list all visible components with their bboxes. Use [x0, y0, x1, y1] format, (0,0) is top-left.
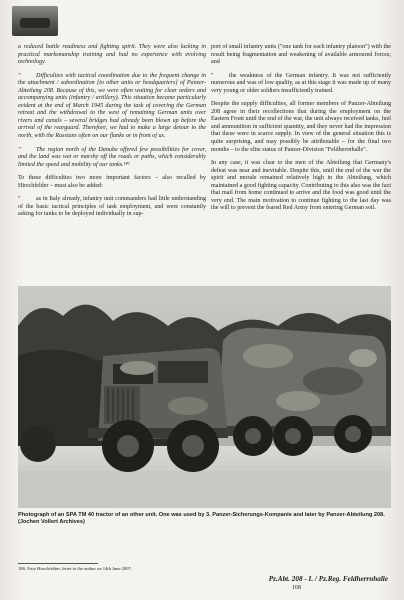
photo-caption: Photograph of an SPA TM 40 tractor of an other unit. One was used by 3. Panzer-Sicherungs-Kompanie and later by Panzer-Abteilung 208. (Jochen Vollert Archives)	[18, 512, 385, 525]
paragraph: Despite the supply difficulties, all former members of Panzer-Abteilung 208 agree in their recollections that during the employment on the Eastern Front until the end of the war, the unit always received tanks, fuel and ammunition in sufficient quantity, and they never had the impression that these were in scarce supply. In view of the general situation this is quite surprising, and may possibly be attributable – for the final two months – to the elite status of Panzer-Division "Feldherrnhalle".	[211, 101, 391, 153]
quote-mark: "	[211, 72, 214, 79]
paragraph-text: the weakness of the German infantry. It was not sufficiently numerous and was of low quality, as at this stage it was made up of many very young or older soldiers insufficiently trained.	[211, 72, 391, 94]
tractor-photograph	[18, 286, 391, 508]
running-title: Pz.Abt. 208 - I. / Pz.Reg. Feldherrnhalle	[268, 575, 388, 583]
quoted-paragraph	[211, 73, 391, 96]
quote-mark: "	[18, 196, 21, 203]
tank-thumbnail-image	[12, 6, 58, 36]
left-text-column	[18, 44, 206, 225]
quote-mark: "	[18, 72, 21, 79]
paragraph: port of small infantry units ("one tank for each infantry platoon") with the result being fragmentation and weakening of available armoured forces; and	[211, 44, 391, 66]
quoted-paragraph	[18, 196, 206, 219]
footnote-divider	[18, 563, 98, 564]
paragraph: a reduced battle readiness and fighting spirit. They were also lacking in practical marksmanship training and had no experience with evolving technology.	[18, 44, 206, 66]
paragraph: To these difficulties two more important factors – also recalled by Hirschfelder – must also be added:	[18, 175, 206, 189]
paragraph: In any case, it was clear to the men of the Abteilung that Germany's defeat was near and inevitable. Despite this, until the end of the war the spirit and morale remained relatively high in the Abteilung, which maintained a good fighting capacity. Contributing to this also was the fact that mail from home continued to arrive and the food was good until the very end. The main motivation to continue fighting to the last day was the will to prevent the feared Red Army from entering German soil.	[211, 160, 392, 212]
right-text-column	[211, 44, 391, 219]
quoted-paragraph	[18, 147, 206, 170]
paragraph-text: The region north of the Danube offered few possibilities for cover, and the land was wet or marshy off the roads or paths, which considerably limited the speed and mobility of our tanks.¹⁸⁶	[18, 146, 206, 168]
paragraph-text: Difficulties with tactical coordination due to the frequent change in the attachment / subordination [to other units or headquarters] of Panzer-Abteilung 208. Because of this, we were often waiting for clear orders and accompanying units (infantry / artillery). This situation became particularly evident at the end of March 1945 during the task of covering the German retreat and the withdrawal to the west of remaining German units over rivers and canals – several bridges had already been blown up before the arrival of the rearguard. Therefore, we had to make a large detour to the north, with the Russians often on our flanks or in front of us.	[18, 72, 206, 140]
quoted-paragraph	[18, 73, 206, 141]
quote-mark: "	[18, 146, 21, 153]
paragraph-text: as in Italy already, infantry unit commanders had little understanding of the basic tactical principles of task employment, and were constantly asking for tanks to be deployed individually in sup-	[18, 196, 206, 218]
photo-illustration	[18, 286, 391, 508]
footnote: 186. Fritz Hirschfelder, letter to the author on 14th June 2007.	[18, 566, 132, 571]
page-number: 168	[292, 585, 301, 591]
